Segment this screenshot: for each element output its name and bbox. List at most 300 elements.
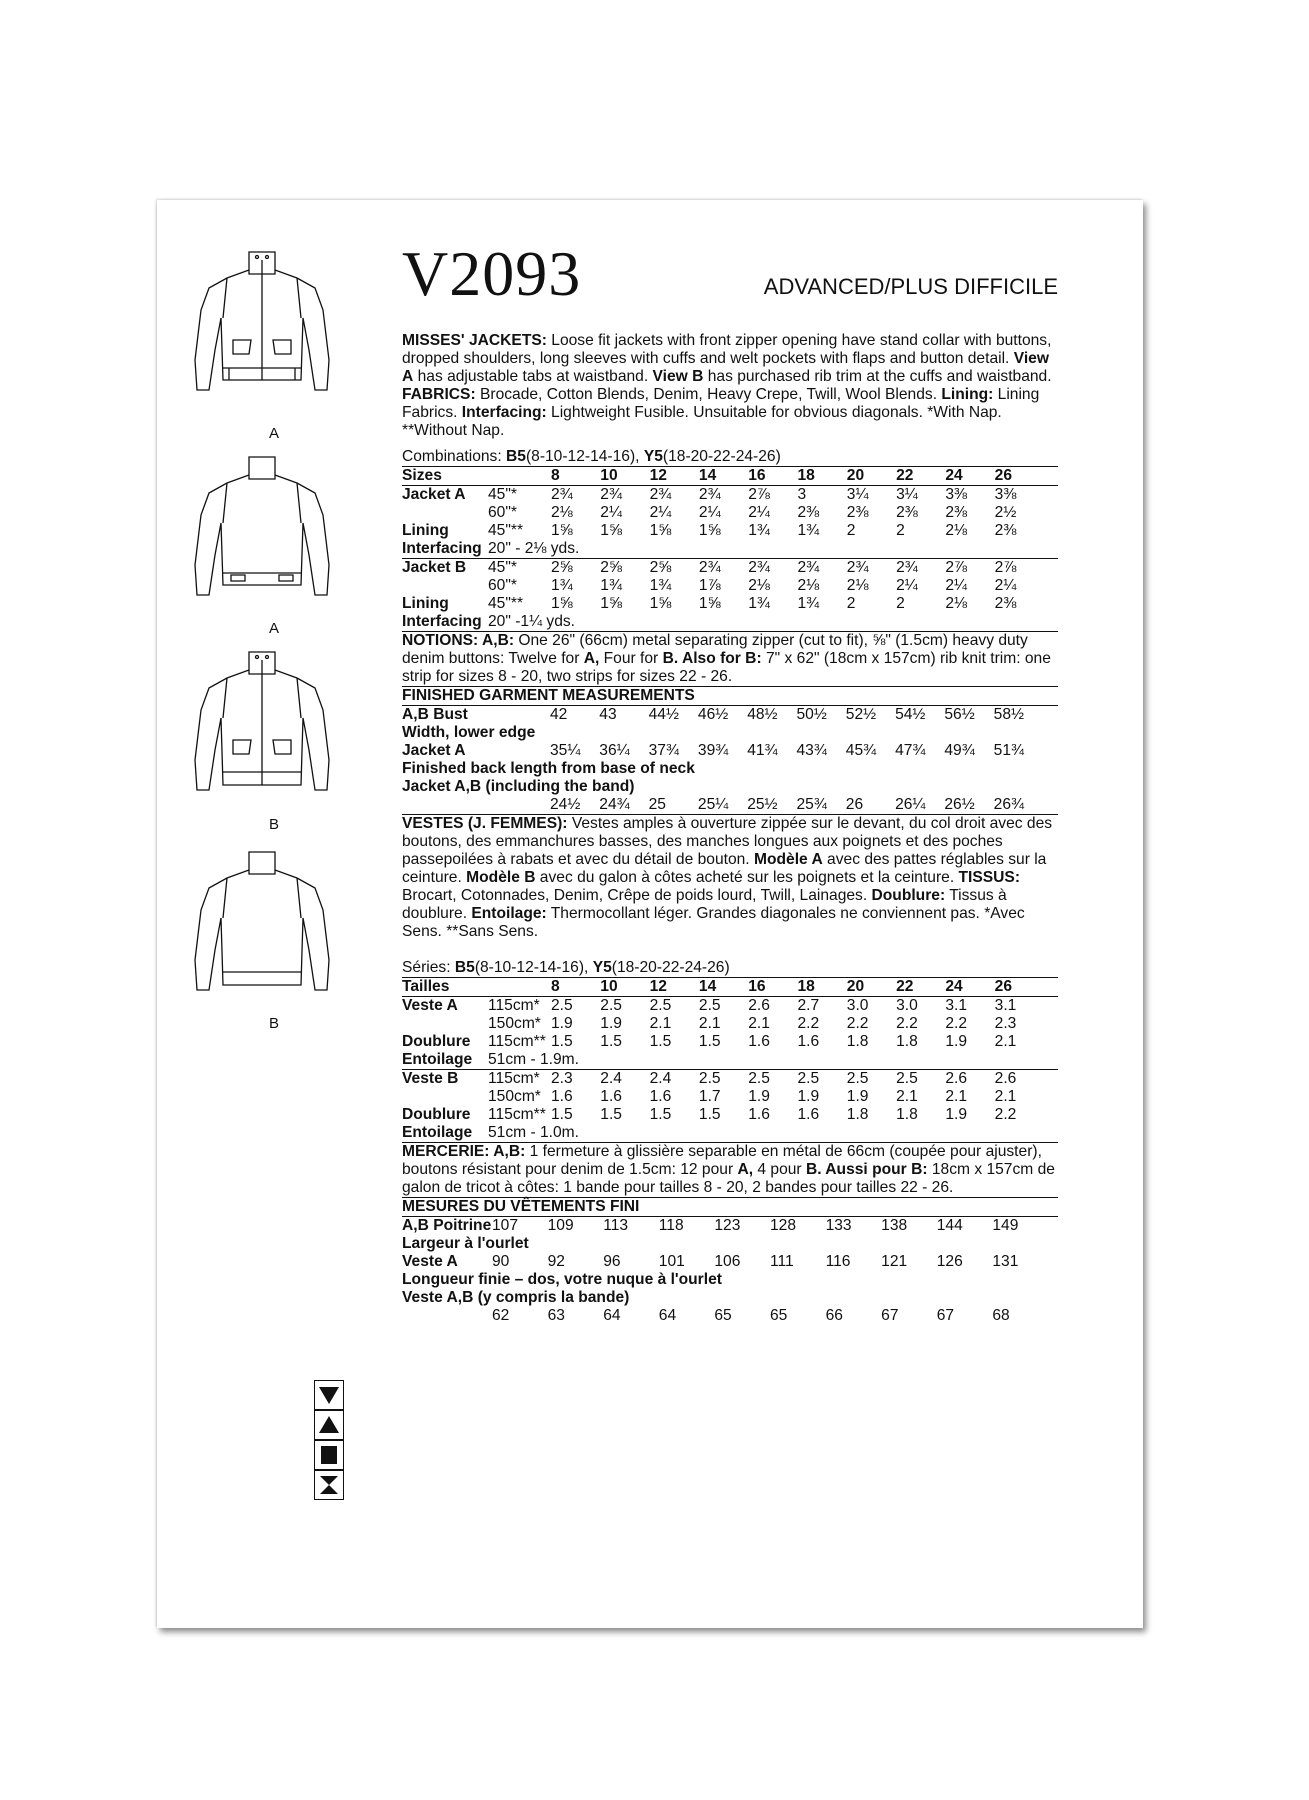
table-cell: 24¾ <box>599 796 630 813</box>
table-cell: 2⅛ <box>797 577 820 594</box>
table-cell: 1.5 <box>649 1033 672 1050</box>
table-cell: 44½ <box>648 706 679 723</box>
column-header: 16 <box>748 978 766 995</box>
table-cell: 25 <box>648 796 666 813</box>
table-cell: 1.6 <box>600 1088 622 1105</box>
table-cell: 2 <box>846 595 856 612</box>
table-cell: 1.9 <box>797 1088 820 1105</box>
table-row <box>402 613 1058 631</box>
table-row <box>402 1070 1058 1088</box>
table-cell: 90 <box>492 1253 510 1270</box>
mesures-table <box>402 1217 1058 1325</box>
text: Tissus à doublure. <box>402 887 1007 922</box>
table-cell: 2.2 <box>994 1106 1017 1123</box>
table-cell: 2¾ <box>748 559 770 576</box>
row-label <box>402 577 488 595</box>
jacket-sketch-view-a-front <box>187 240 337 415</box>
table-row <box>402 595 1058 613</box>
table-cell: 3.0 <box>846 997 869 1014</box>
table-cell: 2.1 <box>748 1015 770 1032</box>
table-cell: 41¾ <box>747 742 778 759</box>
fabric-width: 45"* <box>488 559 517 576</box>
row-label: Interfacing <box>402 540 482 557</box>
column-header: 16 <box>748 467 766 484</box>
finished-measurements-table <box>402 706 1058 814</box>
table-cell: 2.5 <box>698 1070 721 1087</box>
table-cell: 2.5 <box>797 1070 820 1087</box>
column-header: 12 <box>649 467 667 484</box>
table-cell: 2½ <box>994 504 1017 521</box>
table-cell: 2¾ <box>846 559 869 576</box>
table-cell: 2⅛ <box>551 504 573 521</box>
fabric-width: 115cm** <box>488 1033 546 1050</box>
table-cell: 3⅜ <box>994 486 1017 503</box>
table-cell: 25¾ <box>796 796 827 813</box>
table-cell: 138 <box>881 1217 908 1234</box>
table-cell: 35¼ <box>550 742 581 759</box>
text: Combinations: <box>402 448 507 465</box>
row-label: Doublure <box>402 1106 471 1123</box>
table-cell: 2.7 <box>797 997 820 1014</box>
row-label: A,B Poitrine <box>402 1217 492 1234</box>
table-cell: 65 <box>769 1307 788 1324</box>
row-label: Longueur finie – dos, votre nuque à l'ourlet <box>402 1271 722 1288</box>
text: Vestes amples à ouverture zippée sur le devant, du col droit avec des boutons, des emmanchures basses, des manches longues aux poignets et des poches passepoilées à rabats et avec du détail de bouton. <box>402 815 1053 868</box>
text: Brocade, Cotton Blends, Denim, Heavy Crepe, Twill, Wool Blends. <box>475 386 942 403</box>
table-cell: 2⅜ <box>846 504 869 521</box>
bold-text: MISSES' JACKETS: <box>402 332 547 349</box>
size-combinations <box>402 448 1058 466</box>
jacket-sketch-view-b-back <box>187 840 337 1015</box>
table-cell: 2.1 <box>994 1033 1017 1050</box>
row-label: Jacket A <box>402 742 466 759</box>
text: 4 pour <box>753 1161 806 1178</box>
table-cell: 2.2 <box>846 1015 869 1032</box>
table-cell: 2.5 <box>748 1070 770 1087</box>
table-cell: 1.6 <box>797 1033 820 1050</box>
row-label: Entoilage <box>402 1051 473 1068</box>
column-header: 22 <box>896 978 914 995</box>
table-cell: 2⅝ <box>649 559 672 576</box>
text: One 26" (66cm) metal separating zipper (cut to fit), ⅝" (1.5cm) heavy duty denim buttons: Twelve for <box>402 632 1028 667</box>
column-header: 10 <box>600 467 618 484</box>
column-header: 24 <box>945 467 963 484</box>
text: 18cm x 157cm de galon de tricot à côtes: 1 bande pour tailles 8 - 20, 2 bandes pour tailles 22 - 26. <box>402 1161 1055 1196</box>
table-cell: 67 <box>881 1307 899 1324</box>
table-cell: 1¾ <box>649 577 672 594</box>
table-cell: 46½ <box>697 706 729 723</box>
column-header: 18 <box>797 978 815 995</box>
text: (18-20-22-24-26) <box>662 448 781 465</box>
table-cell: 1⅞ <box>698 577 721 594</box>
table-cell: 2⅝ <box>600 559 622 576</box>
table-row <box>402 1307 1058 1325</box>
table-cell: 1⅝ <box>600 595 622 612</box>
bold-text: Y5 <box>592 959 612 976</box>
table-cell: 128 <box>769 1217 796 1234</box>
table-cell: 1.5 <box>698 1033 721 1050</box>
table-row <box>402 742 1058 760</box>
table-cell: 54½ <box>895 706 926 723</box>
table-cell: 116 <box>825 1253 851 1270</box>
table-cell: 1.9 <box>846 1088 869 1105</box>
table-cell: 2⅛ <box>945 595 968 612</box>
fabric-width: 60"* <box>488 504 517 521</box>
table-cell: 26 <box>845 796 864 813</box>
table-cell: 2.6 <box>994 1070 1017 1087</box>
table-cell: 1¾ <box>748 595 770 612</box>
view-label: A <box>269 425 280 442</box>
text: Thermocollant léger. Grandes diagonales ne conviennent pas. *Avec Sens. **Sans Sens. <box>402 905 1025 940</box>
row-label <box>402 796 550 814</box>
table-cell: 1.6 <box>649 1088 672 1105</box>
fabric-width: 115cm* <box>488 1070 540 1087</box>
table-cell: 1.9 <box>945 1033 968 1050</box>
row-label <box>402 1307 492 1325</box>
table-cell: 2¾ <box>797 559 820 576</box>
table-cell: 2¼ <box>600 504 622 521</box>
table-cell: 58½ <box>993 706 1025 723</box>
table-cell: 101 <box>658 1253 685 1270</box>
table-row <box>402 486 1058 504</box>
fabric-width: 51cm - 1.9m. <box>488 1051 579 1068</box>
table-cell: 2⅝ <box>551 559 573 576</box>
view-label: B <box>269 1015 280 1032</box>
text: has adjustable tabs at waistband. <box>413 368 653 385</box>
column-header: 20 <box>846 978 865 995</box>
table-row <box>402 1106 1058 1124</box>
text: Lightweight Fusible. Unsuitable for obvious diagonals. *With Nap. **Without Nap. <box>402 404 1002 439</box>
table-cell: 26½ <box>944 796 975 813</box>
table-cell: 3¼ <box>896 486 918 503</box>
column-header: 12 <box>649 978 667 995</box>
text: avec du galon à côtes acheté sur les poignets et la ceinture. <box>535 869 959 886</box>
fabric-width: 20" -1¼ yds. <box>488 613 576 630</box>
table-cell: 2.3 <box>551 1070 573 1087</box>
column-header <box>488 978 551 996</box>
table-cell: 36¼ <box>599 742 630 759</box>
table-cell: 1.5 <box>649 1106 672 1123</box>
column-header: 10 <box>600 978 618 995</box>
table-cell: 2⅛ <box>945 522 968 539</box>
notions <box>402 632 1058 686</box>
table-row <box>402 1217 1058 1235</box>
table-cell: 2 <box>846 522 856 539</box>
table-row <box>402 1124 1058 1142</box>
table-cell: 49¾ <box>944 742 975 759</box>
table-header-row <box>402 467 1058 485</box>
text: avec des pattes réglables sur la ceinture. <box>402 851 1047 886</box>
table-cell: 2 <box>896 522 905 539</box>
row-label: Veste A <box>402 1253 458 1270</box>
table-cell: 2⅞ <box>748 486 770 503</box>
table-cell: 1.7 <box>698 1088 721 1105</box>
bold-text: Modèle A <box>753 851 823 868</box>
row-label <box>402 1088 488 1106</box>
table-row <box>402 504 1058 522</box>
table-cell: 1.5 <box>551 1106 573 1123</box>
table-cell: 1.8 <box>846 1033 869 1050</box>
table-cell: 2.1 <box>649 1015 672 1032</box>
row-label: Width, lower edge <box>402 724 536 741</box>
table-cell: 1¾ <box>748 522 770 539</box>
table-cell: 2⅜ <box>945 504 968 521</box>
fabric-width: 20" - 2⅛ yds. <box>488 540 580 557</box>
table-cell: 2 <box>896 595 905 612</box>
row-label: Veste A,B (y compris la bande) <box>402 1289 630 1306</box>
table-cell: 2.2 <box>945 1015 968 1032</box>
column-header: 20 <box>846 467 865 484</box>
table-cell: 2¼ <box>945 577 968 594</box>
difficulty-level: ADVANCED/PLUS DIFFICILE <box>763 274 1058 299</box>
table-cell: 25½ <box>747 796 778 813</box>
fabric-width: 45"** <box>488 595 524 612</box>
row-label: Jacket A,B (including the band) <box>402 778 635 795</box>
column-header: 8 <box>551 467 560 484</box>
table-cell: 1¾ <box>797 522 820 539</box>
row-label: Interfacing <box>402 613 482 630</box>
table-cell: 1⅝ <box>698 522 721 539</box>
table-cell: 126 <box>936 1253 963 1270</box>
table-cell: 3.1 <box>994 997 1017 1014</box>
fabric-width: 150cm* <box>488 1088 541 1105</box>
table-cell: 1.8 <box>846 1106 869 1123</box>
table-header-row <box>402 978 1058 996</box>
table-cell: 26¼ <box>895 796 926 813</box>
table-row <box>402 796 1058 814</box>
table-cell: 1.5 <box>698 1106 721 1123</box>
table-row <box>402 1271 1058 1289</box>
row-label: Finished back length from base of neck <box>402 760 695 777</box>
table-cell: 2⅜ <box>994 595 1017 612</box>
table-cell: 2.1 <box>896 1088 918 1105</box>
column-header: 26 <box>994 467 1013 484</box>
table-cell: 2.6 <box>945 1070 968 1087</box>
text: Four for <box>599 650 663 667</box>
row-label: Jacket B <box>402 559 467 576</box>
table-cell: 45¾ <box>845 742 877 759</box>
text: Loose fit jackets with front zipper opening have stand collar with buttons, dropped shoulders, long sleeves with cuffs and welt pockets with flaps and button detail. <box>402 332 1052 367</box>
table-cell: 63 <box>547 1307 565 1324</box>
bold-text: Entoilage: <box>471 905 547 922</box>
table-cell: 3¼ <box>846 486 869 503</box>
bold-text: Y5 <box>643 448 663 465</box>
text: (18-20-22-24-26) <box>611 959 730 976</box>
table-cell: 1⅝ <box>649 522 672 539</box>
yardage-table <box>402 467 1058 631</box>
bold-text: Doublure: <box>871 887 946 904</box>
mesures-heading: MESURES DU VÊTEMENTS FINI <box>402 1198 640 1215</box>
metrage-table <box>402 978 1058 1142</box>
table-cell: 109 <box>547 1217 574 1234</box>
row-label <box>402 1015 488 1033</box>
table-cell: 2.1 <box>994 1088 1017 1105</box>
table-cell: 2¾ <box>600 486 622 503</box>
table-cell: 2.1 <box>945 1088 968 1105</box>
triangle-down-icon <box>314 1380 344 1410</box>
table-cell: 2.2 <box>896 1015 918 1032</box>
table-cell: 149 <box>992 1217 1019 1234</box>
table-cell: 106 <box>714 1253 741 1270</box>
table-cell: 2.6 <box>748 997 770 1014</box>
table-cell: 2⅜ <box>896 504 918 521</box>
table-cell: 1.6 <box>797 1106 820 1123</box>
table-cell: 2.5 <box>600 997 622 1014</box>
table-cell: 2.5 <box>846 1070 869 1087</box>
column-header: 8 <box>551 978 560 995</box>
table-cell: 2¾ <box>896 559 918 576</box>
bold-text: View A <box>402 350 1049 385</box>
bold-text: A, <box>737 1161 754 1178</box>
table-cell: 1.8 <box>896 1106 918 1123</box>
table-cell: 1.9 <box>551 1015 573 1032</box>
fabric-width: 51cm - 1.0m. <box>488 1124 579 1141</box>
table-cell: 2.4 <box>649 1070 672 1087</box>
row-label: Lining <box>402 595 449 612</box>
table-cell: 2¼ <box>649 504 672 521</box>
table-cell: 3⅜ <box>945 486 968 503</box>
row-label <box>402 504 488 522</box>
table-cell: 43 <box>599 706 617 723</box>
bold-text: NOTIONS: A,B: <box>402 632 515 649</box>
table-cell: 1.9 <box>600 1015 622 1032</box>
column-header: 26 <box>994 978 1013 995</box>
table-cell: 39¾ <box>697 742 729 759</box>
row-label: Entoilage <box>402 1124 473 1141</box>
text: 7" x 62" (18cm x 157cm) rib knit trim: one strip for sizes 8 - 20, two strips for sizes 22 - 26. <box>402 650 1051 685</box>
table-cell: 1.6 <box>551 1088 573 1105</box>
table-cell: 2.5 <box>551 997 573 1014</box>
column-header: Sizes <box>402 467 442 484</box>
table-cell: 131 <box>992 1253 1019 1270</box>
row-label: Veste B <box>402 1070 459 1087</box>
table-cell: 66 <box>825 1307 843 1324</box>
table-cell: 62 <box>492 1307 510 1324</box>
table-cell: 43¾ <box>796 742 827 759</box>
table-row <box>402 1235 1058 1253</box>
jacket-sketch-view-a-back <box>187 445 337 620</box>
column-header <box>488 467 551 485</box>
table-cell: 1¾ <box>600 577 622 594</box>
table-cell: 67 <box>936 1307 955 1324</box>
table-cell: 2¾ <box>649 486 672 503</box>
column-header: 14 <box>698 978 717 995</box>
row-label: Largeur à l'ourlet <box>402 1235 529 1252</box>
table-row <box>402 1051 1058 1069</box>
bold-text: B. Aussi pour B: <box>805 1161 928 1178</box>
table-cell: 64 <box>658 1307 677 1324</box>
table-cell: 1.9 <box>748 1088 770 1105</box>
row-label: Jacket A <box>402 486 466 503</box>
text: Lining Fabrics. <box>402 386 1040 421</box>
bold-text: Interfacing: <box>461 404 547 421</box>
table-row <box>402 522 1058 540</box>
table-row <box>402 559 1058 577</box>
size-series-fr <box>402 959 1058 977</box>
fabric-width: 45"* <box>488 486 517 503</box>
table-cell: 68 <box>992 1307 1010 1324</box>
pattern-envelope-back <box>157 200 1143 1628</box>
fabric-width: 45"** <box>488 522 524 539</box>
text: 1 fermeture à glissière separable en métal de 66cm (coupée pour ajuster), boutons résistant pour denim de 1.5cm: 12 pour <box>402 1143 1042 1178</box>
table-cell: 1⅝ <box>600 522 622 539</box>
bold-text: View B <box>652 368 704 385</box>
table-cell: 2⅜ <box>994 522 1017 539</box>
text: (8-10-12-14-16), <box>525 448 644 465</box>
fabric-width: 150cm* <box>488 1015 541 1032</box>
table-cell: 2⅛ <box>748 577 770 594</box>
table-cell: 1.5 <box>600 1033 622 1050</box>
view-label: B <box>269 816 280 833</box>
bold-text: B5 <box>454 959 475 976</box>
table-row <box>402 997 1058 1015</box>
table-row <box>402 1088 1058 1106</box>
table-cell: 133 <box>825 1217 852 1234</box>
table-cell: 2⅛ <box>846 577 869 594</box>
table-cell: 3.0 <box>896 997 918 1014</box>
hourglass-icon <box>314 1470 344 1500</box>
table-cell: 42 <box>550 706 568 723</box>
table-cell: 1.8 <box>896 1033 918 1050</box>
text: (8-10-12-14-16), <box>474 959 593 976</box>
table-cell: 2.3 <box>994 1015 1017 1032</box>
table-cell: 2.5 <box>649 997 672 1014</box>
table-cell: 96 <box>603 1253 621 1270</box>
table-cell: 50½ <box>796 706 827 723</box>
table-cell: 2¼ <box>748 504 770 521</box>
table-cell: 56½ <box>944 706 975 723</box>
row-label: Lining <box>402 522 449 539</box>
table-cell: 2.2 <box>797 1015 820 1032</box>
table-cell: 1.5 <box>600 1106 622 1123</box>
bold-text: MERCERIE: A,B: <box>402 1143 526 1160</box>
french-description <box>402 815 1058 941</box>
table-cell: 2¼ <box>698 504 721 521</box>
table-cell: 107 <box>492 1217 519 1234</box>
jacket-sketch-view-b-front <box>187 640 337 815</box>
technical-sketches <box>157 200 407 1500</box>
table-row <box>402 1289 1058 1307</box>
table-cell: 2.1 <box>698 1015 721 1032</box>
table-cell: 25¼ <box>697 796 729 813</box>
triangle-up-icon <box>314 1410 344 1440</box>
table-cell: 121 <box>881 1253 908 1270</box>
table-cell: 26¾ <box>993 796 1025 813</box>
table-cell: 1¾ <box>551 577 573 594</box>
header <box>402 238 1058 332</box>
table-cell: 1⅝ <box>551 522 573 539</box>
table-cell: 1.9 <box>945 1106 968 1123</box>
fabric-width: 60"* <box>488 577 517 594</box>
table-row <box>402 778 1058 796</box>
table-cell: 1⅝ <box>698 595 721 612</box>
bold-text: B5 <box>506 448 526 465</box>
table-cell: 2.4 <box>600 1070 622 1087</box>
column-header: 24 <box>945 978 963 995</box>
column-header: Tailles <box>402 978 450 995</box>
table-cell: 24½ <box>550 796 581 813</box>
pattern-info <box>402 238 1058 1325</box>
table-cell: 123 <box>714 1217 741 1234</box>
table-row <box>402 1015 1058 1033</box>
column-header: 22 <box>896 467 914 484</box>
table-cell: 1.6 <box>748 1033 770 1050</box>
text: Séries: <box>402 959 455 976</box>
bold-text: FABRICS: <box>402 386 476 403</box>
table-cell: 2.5 <box>698 997 721 1014</box>
table-cell: 48½ <box>747 706 778 723</box>
row-label: Doublure <box>402 1033 471 1050</box>
